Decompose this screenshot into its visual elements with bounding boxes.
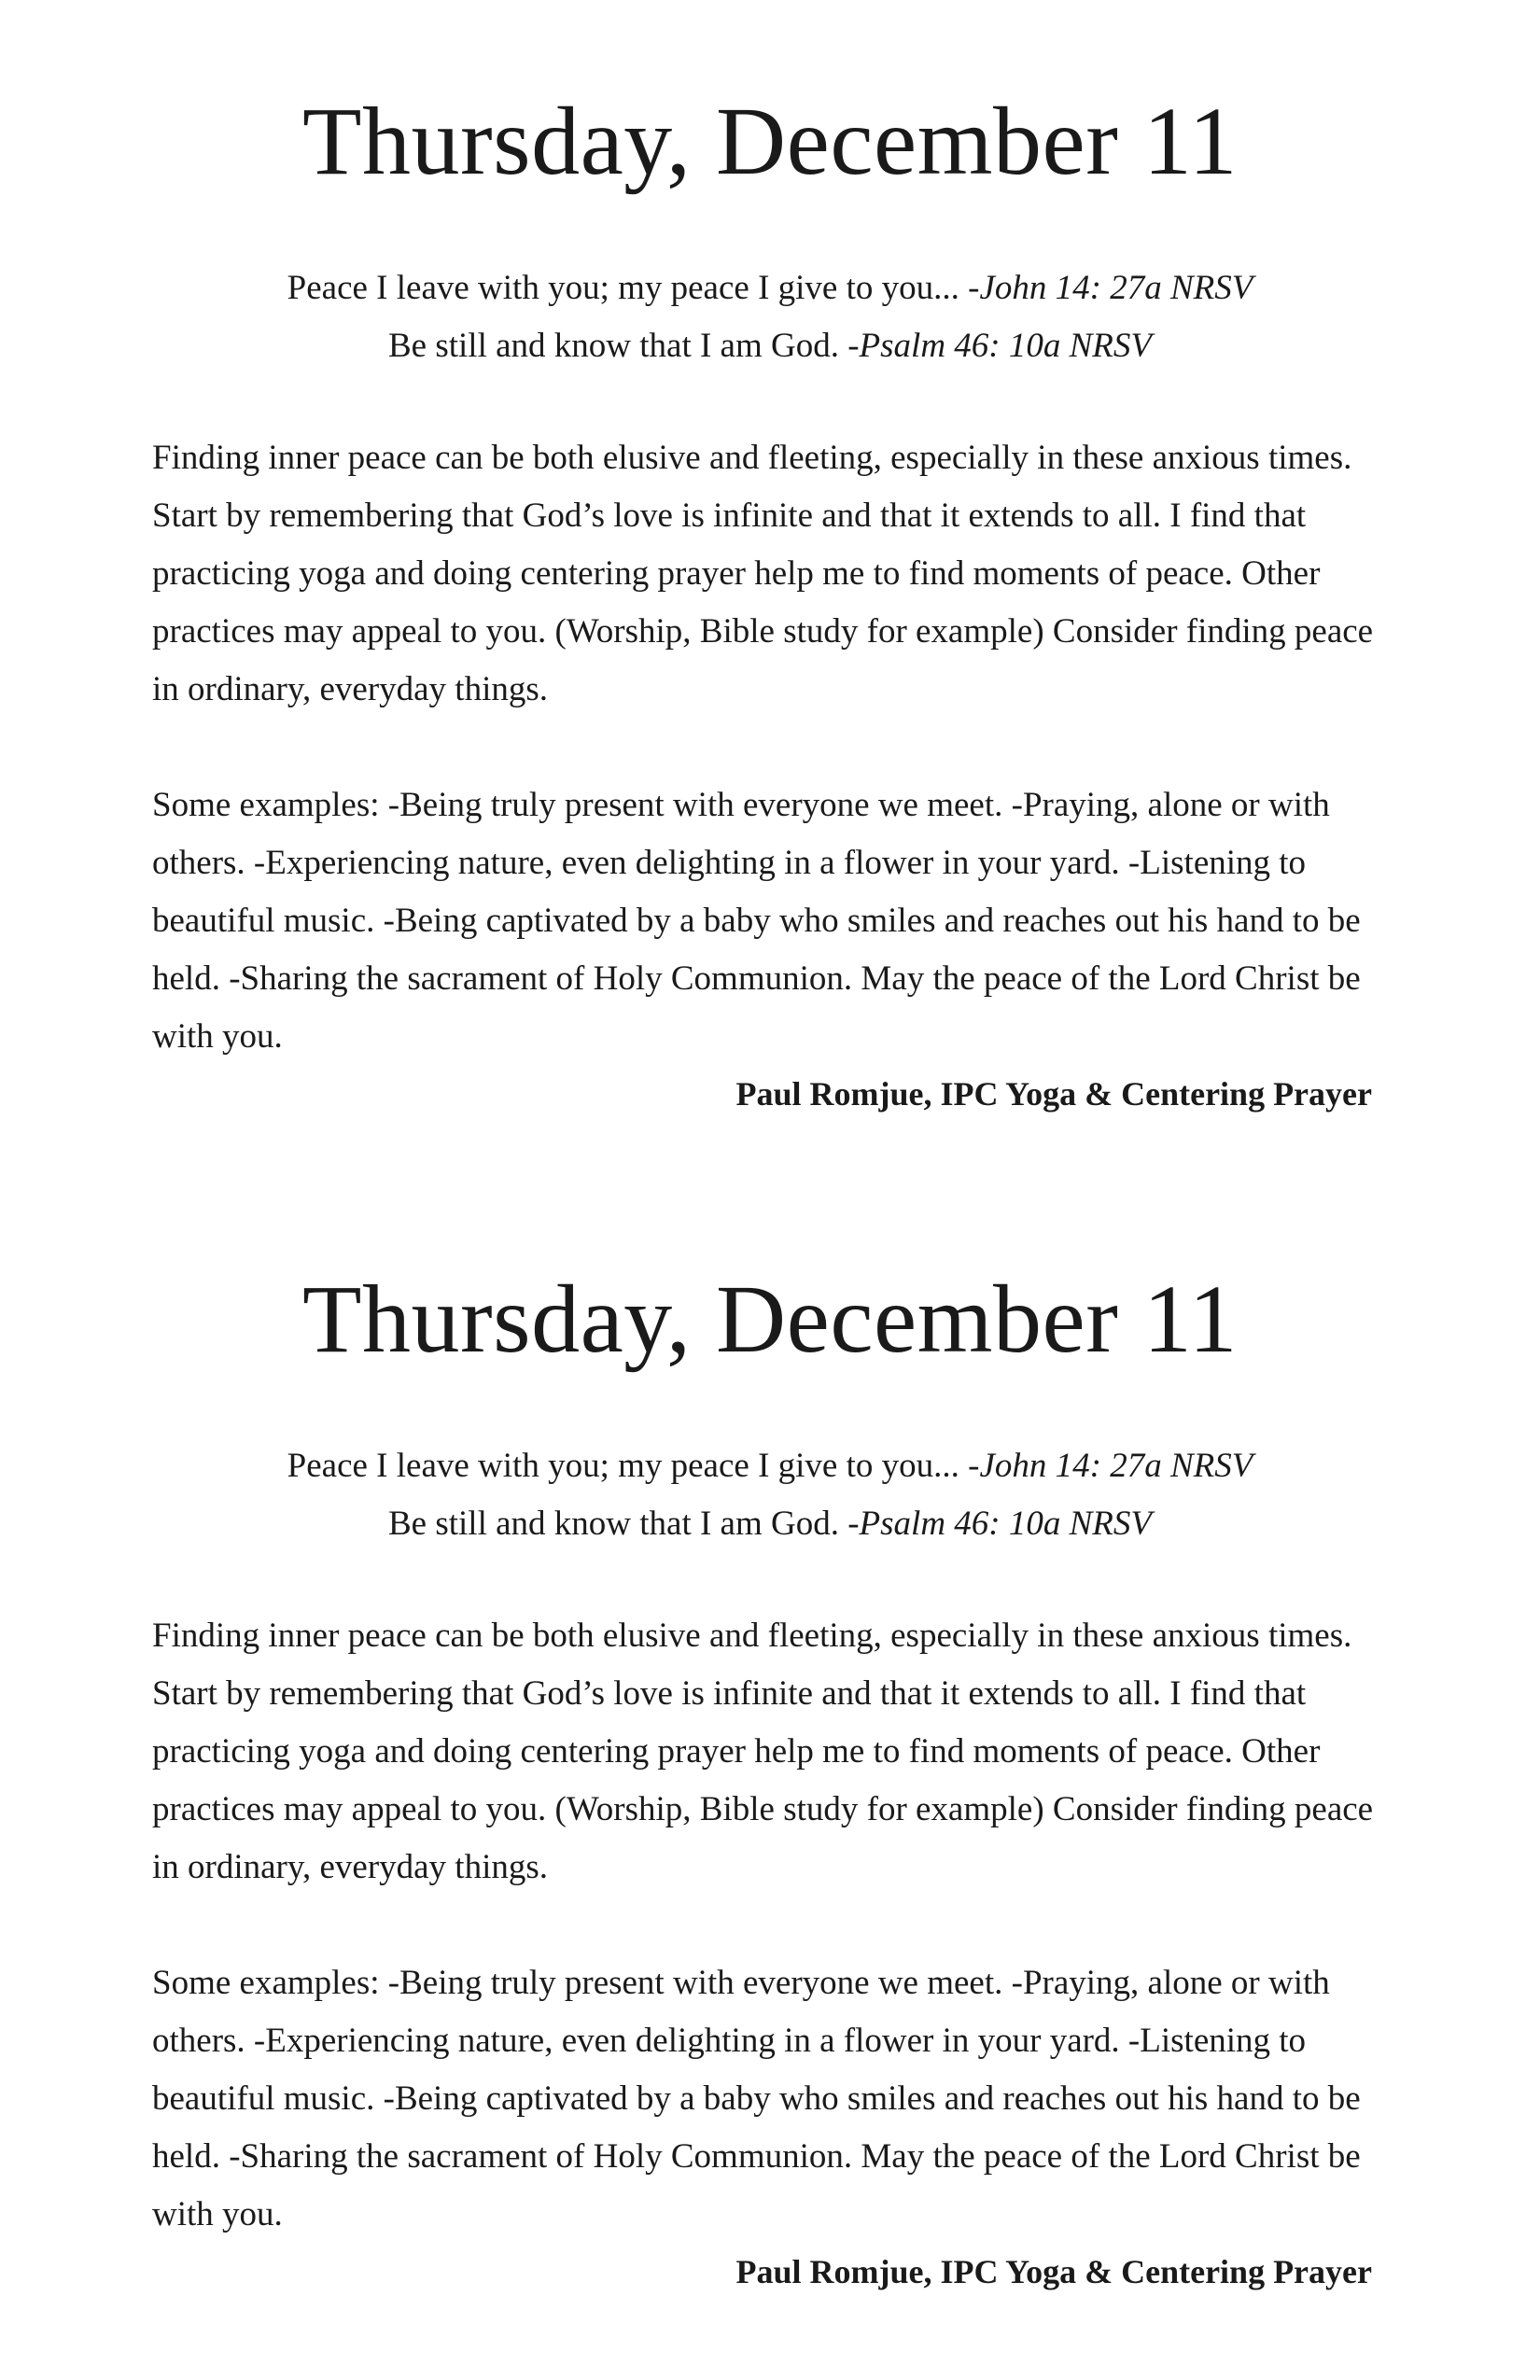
verse-line-john [0, 1437, 1540, 1495]
examples-paragraph: Some examples: -Being truly present with everyone we meet. -Praying, alone or with others. -Experiencing nature, even delighting in a flower in your yard. -Listening to beautiful music. -Being captivated by a baby who smiles and reaches out his hand to be held. -Sharing the sacrament of Holy Communion. May the peace of the Lord Christ be with you. [152, 1964, 1361, 2233]
verse-line-psalm [0, 317, 1540, 375]
verse-text: Peace I leave with you; my peace I give to you... [287, 269, 969, 307]
verse-citation: -John 14: 27a NRSV [968, 269, 1253, 307]
verse-citation: -John 14: 27a NRSV [968, 1447, 1253, 1485]
author-signature: Paul Romjue, IPC Yoga & Centering Prayer [735, 1075, 1372, 1113]
verse-text: Be still and know that I am God. [387, 327, 848, 365]
verse-line-john [0, 259, 1540, 317]
verse-text: Peace I leave with you; my peace I give to you... [287, 1447, 969, 1485]
verse-line-psalm [0, 1495, 1540, 1553]
devotional-entry [0, 1178, 1540, 2354]
examples-paragraph: Some examples: -Being truly present with everyone we meet. -Praying, alone or with others. -Experiencing nature, even delighting in a flower in your yard. -Listening to beautiful music. -Being captivated by a baby who smiles and reaches out his hand to be held. -Sharing the sacrament of Holy Communion. May the peace of the Lord Christ be with you. [152, 786, 1361, 1056]
scripture-verses [0, 1437, 1540, 1553]
devotional-entry [0, 0, 1540, 1176]
entry-title: Thursday, December 11 [302, 88, 1238, 195]
reflection-paragraph: Finding inner peace can be both elusive and fleeting, especially in these anxious times. Start by remembering that God’s love is infinite and that it extends to all. I find that practicing yoga and doing centering prayer help me to find moments of peace. Other practices may appeal to you. (Worship, Bible study for example) Consider finding peace in ordinary, everyday things. [152, 1617, 1374, 1886]
scripture-verses [0, 259, 1540, 375]
verse-citation: -Psalm 46: 10a NRSV [847, 327, 1153, 365]
author-signature: Paul Romjue, IPC Yoga & Centering Prayer [735, 2253, 1372, 2290]
verse-citation: -Psalm 46: 10a NRSV [847, 1505, 1153, 1543]
entry-title: Thursday, December 11 [302, 1266, 1238, 1373]
reflection-paragraph: Finding inner peace can be both elusive and fleeting, especially in these anxious times. Start by remembering that God’s love is infinite and that it extends to all. I find that practicing yoga and doing centering prayer help me to find moments of peace. Other practices may appeal to you. (Worship, Bible study for example) Consider finding peace in ordinary, everyday things. [152, 439, 1374, 708]
verse-text: Be still and know that I am God. [387, 1505, 848, 1543]
